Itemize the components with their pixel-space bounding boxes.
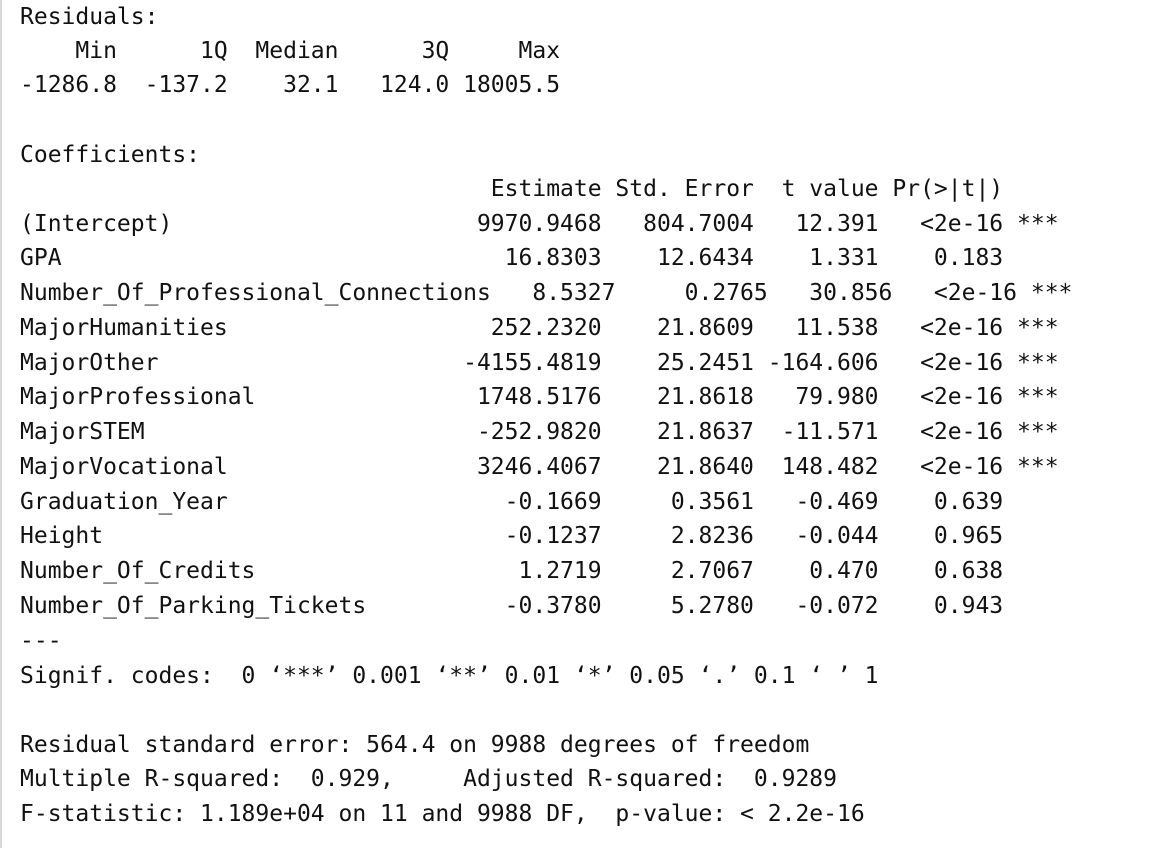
residuals-header: Residuals: bbox=[20, 4, 159, 30]
f-statistic-line: F-statistic: 1.189e+04 on 11 and 9988 DF, p-value: < 2.2e-16 bbox=[20, 801, 865, 827]
coefficients-column-headers: Estimate Std. Error t value Pr(>|t|) bbox=[20, 176, 1004, 202]
coef-row-major-stem: MajorSTEM -252.9820 21.8637 -11.571 <2e-16 *** bbox=[20, 419, 1059, 445]
coef-row-major-professional: MajorProfessional 1748.5176 21.8618 79.980 <2e-16 *** bbox=[20, 384, 1059, 410]
coef-row-height: Height -0.1237 2.8236 -0.044 0.965 bbox=[20, 523, 1004, 549]
coef-row-major-vocational: MajorVocational 3246.4067 21.8640 148.482 <2e-16 *** bbox=[20, 454, 1059, 480]
coef-row-gpa: GPA 16.8303 12.6434 1.331 0.183 bbox=[20, 245, 1004, 271]
residuals-labels: Min 1Q Median 3Q Max bbox=[20, 38, 561, 64]
coef-row-intercept: (Intercept) 9970.9468 804.7004 12.391 <2e-16 *** bbox=[20, 211, 1059, 237]
coef-row-professional-connections: Number_Of_Professional_Connections 8.5327 0.2765 30.856 <2e-16 *** bbox=[20, 280, 1073, 306]
residual-standard-error: Residual standard error: 564.4 on 9988 degrees of freedom bbox=[20, 732, 810, 758]
residuals-values: -1286.8 -137.2 32.1 124.0 18005.5 bbox=[20, 72, 561, 98]
coef-row-graduation-year: Graduation_Year -0.1669 0.3561 -0.469 0.639 bbox=[20, 489, 1004, 515]
coef-row-parking-tickets: Number_Of_Parking_Tickets -0.3780 5.2780 -0.072 0.943 bbox=[20, 593, 1004, 619]
coef-row-major-humanities: MajorHumanities 252.2320 21.8609 11.538 <2e-16 *** bbox=[20, 315, 1059, 341]
r-squared-line: Multiple R-squared: 0.929, Adjusted R-squared: 0.9289 bbox=[20, 766, 837, 792]
separator: --- bbox=[20, 628, 62, 654]
coef-row-major-other: MajorOther -4155.4819 25.2451 -164.606 <2e-16 *** bbox=[20, 350, 1059, 376]
coefficients-header: Coefficients: bbox=[20, 142, 201, 168]
coef-row-number-of-credits: Number_Of_Credits 1.2719 2.7067 0.470 0.638 bbox=[20, 558, 1004, 584]
signif-codes: Signif. codes: 0 ‘***’ 0.001 ‘**’ 0.01 ‘*’ 0.05 ‘.’ 0.1 ‘ ’ 1 bbox=[20, 663, 879, 689]
